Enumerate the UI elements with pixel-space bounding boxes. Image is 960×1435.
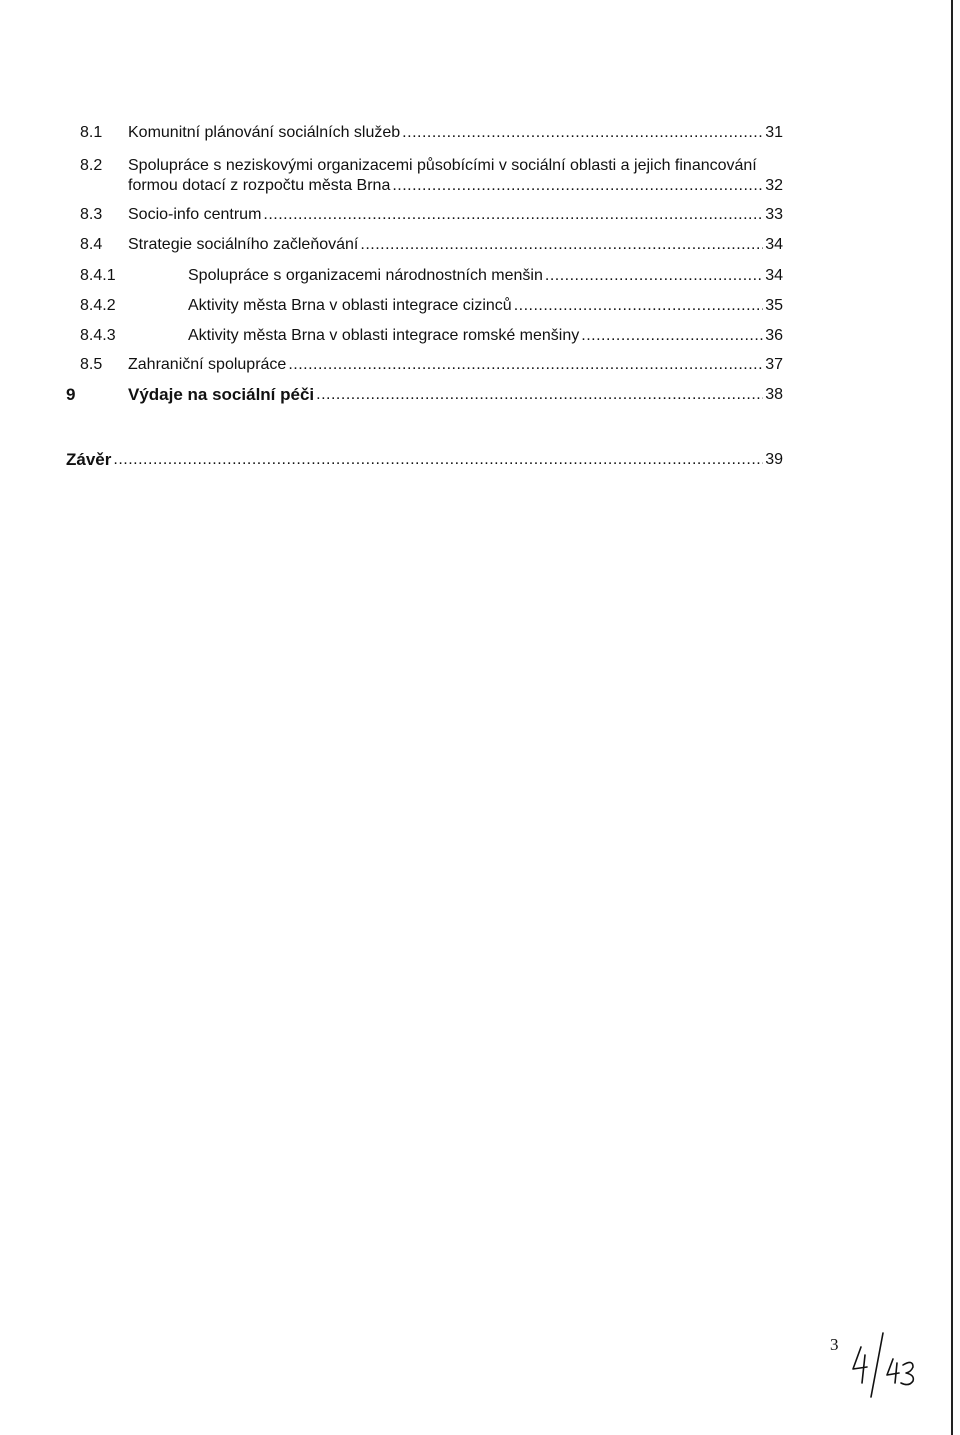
toc-number: 8.2 bbox=[80, 157, 103, 174]
page-number: 3 bbox=[830, 1335, 839, 1354]
toc-title-continued: formou dotací z rozpočtu města Brna bbox=[128, 177, 391, 194]
toc-title: Strategie sociálního začleňování bbox=[128, 236, 359, 253]
toc-page: 32 bbox=[765, 177, 783, 194]
toc-title: Socio-info centrum bbox=[128, 206, 262, 223]
toc-page: 38 bbox=[765, 386, 783, 403]
toc-page: 39 bbox=[765, 451, 783, 468]
toc-number: 8.3 bbox=[80, 206, 103, 223]
toc-page: 33 bbox=[765, 206, 783, 223]
toc-title: Komunitní plánování sociálních služeb bbox=[128, 124, 401, 141]
toc-title: Spolupráce s neziskovými organizacemi působícími v sociální oblasti a jejich financování bbox=[128, 157, 757, 174]
toc-title: Zahraniční spolupráce bbox=[128, 356, 287, 373]
toc-leader bbox=[316, 385, 763, 404]
toc-title: Výdaje na sociální péči bbox=[128, 385, 315, 404]
toc-leader bbox=[360, 235, 763, 254]
toc-title: Závěr bbox=[66, 450, 112, 469]
toc-leader bbox=[514, 296, 764, 315]
toc-page: 37 bbox=[765, 356, 783, 373]
toc-page: 36 bbox=[765, 327, 783, 344]
toc-leader bbox=[392, 176, 763, 195]
toc-leader bbox=[545, 266, 763, 285]
toc-number: 8.4.2 bbox=[80, 297, 116, 314]
toc-leader bbox=[581, 326, 763, 345]
toc-page: 34 bbox=[765, 236, 783, 253]
toc-page: 31 bbox=[765, 124, 783, 141]
toc-number: 9 bbox=[66, 385, 76, 404]
toc-number: 8.4.3 bbox=[80, 327, 116, 344]
toc-number: 8.1 bbox=[80, 124, 103, 141]
toc-page: 35 bbox=[765, 297, 783, 314]
toc-leader bbox=[288, 355, 763, 374]
toc-leader bbox=[263, 205, 763, 224]
toc-title: Aktivity města Brna v oblasti integrace cizinců bbox=[188, 297, 512, 314]
toc-leader bbox=[402, 123, 763, 142]
toc-title: Aktivity města Brna v oblasti integrace romské menšiny bbox=[188, 327, 580, 344]
toc-number: 8.4 bbox=[80, 236, 103, 253]
handwritten-note bbox=[843, 1325, 933, 1400]
toc-leader bbox=[113, 450, 763, 469]
toc-number: 8.4.1 bbox=[80, 267, 116, 284]
toc-page: 34 bbox=[765, 267, 783, 284]
page-edge-line bbox=[951, 0, 953, 1435]
toc-title: Spolupráce s organizacemi národnostních menšin bbox=[188, 267, 543, 284]
toc-number: 8.5 bbox=[80, 356, 103, 373]
